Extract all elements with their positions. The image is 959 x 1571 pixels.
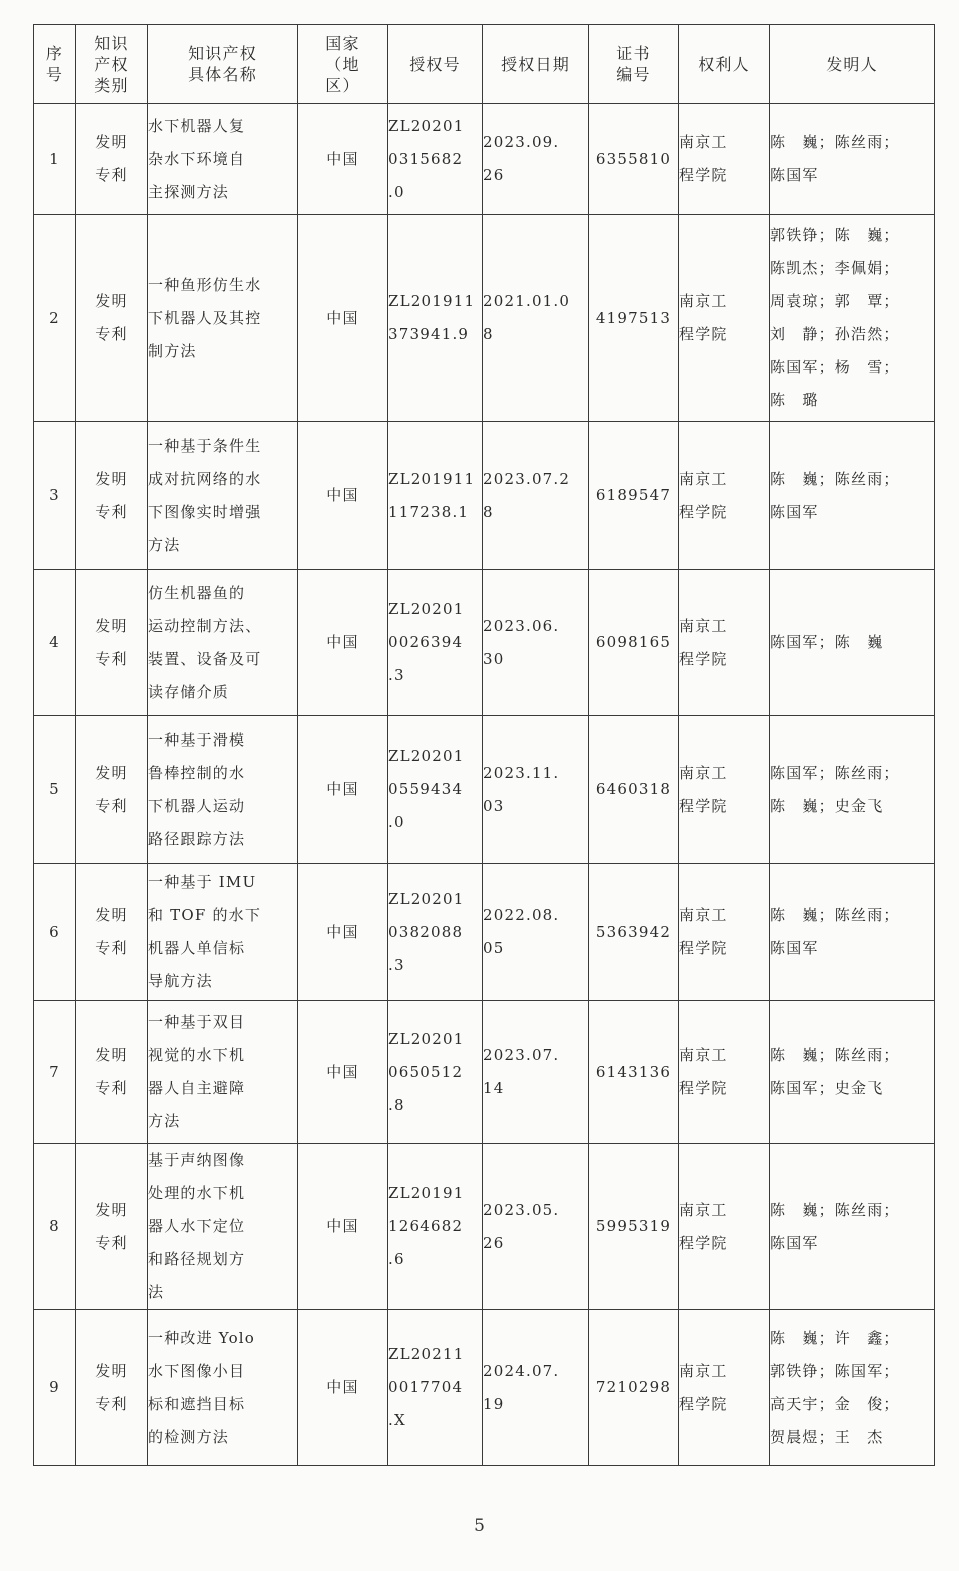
cell-cert-number: 6460318 bbox=[589, 716, 679, 864]
cell-grant-number: ZL20191 1264682 .6 bbox=[388, 1144, 483, 1310]
table-row bbox=[34, 1310, 935, 1466]
cell-grant-number: ZL20211 0017704 .X bbox=[388, 1310, 483, 1466]
cell-owner: 南京工 程学院 bbox=[679, 1310, 770, 1466]
cell-grant-date: 2023.07.2 8 bbox=[483, 422, 589, 570]
cell-seq: 7 bbox=[34, 1001, 76, 1144]
table-row bbox=[34, 1144, 935, 1310]
cell-cert-number: 7210298 bbox=[589, 1310, 679, 1466]
cell-grant-date: 2023.06. 30 bbox=[483, 570, 589, 716]
cell-grant-number: ZL20201 0026394 .3 bbox=[388, 570, 483, 716]
cell-country: 中国 bbox=[298, 215, 388, 422]
cell-inventors: 陈国军；陈丝雨； 陈 巍；史金飞 bbox=[770, 716, 935, 864]
cell-owner: 南京工 程学院 bbox=[679, 1001, 770, 1144]
table-row bbox=[34, 215, 935, 422]
table-row bbox=[34, 422, 935, 570]
cell-patent-name: 水下机器人复 杂水下环境自 主探测方法 bbox=[148, 104, 298, 215]
cell-grant-number: ZL20201 0382088 .3 bbox=[388, 864, 483, 1001]
cell-owner: 南京工 程学院 bbox=[679, 104, 770, 215]
cell-grant-date: 2023.05. 26 bbox=[483, 1144, 589, 1310]
table-row bbox=[34, 104, 935, 215]
table-row bbox=[34, 716, 935, 864]
cell-seq: 4 bbox=[34, 570, 76, 716]
cell-type: 发明 专利 bbox=[76, 215, 148, 422]
cell-inventors: 陈 巍；许 鑫； 郭铁铮；陈国军； 高天宇；金 俊； 贺晨煜；王 杰 bbox=[770, 1310, 935, 1466]
cell-type: 发明 专利 bbox=[76, 1310, 148, 1466]
cell-owner: 南京工 程学院 bbox=[679, 864, 770, 1001]
cell-grant-number: ZL20201 0315682 .0 bbox=[388, 104, 483, 215]
cell-inventors: 郭铁铮；陈 巍； 陈凯杰；李佩娟； 周袁琼；郭 覃； 刘 静；孙浩然； 陈国军；杨 雪； 陈 璐 bbox=[770, 215, 935, 422]
cell-cert-number: 4197513 bbox=[589, 215, 679, 422]
header-cell-inventors: 发明人 bbox=[770, 25, 935, 104]
cell-inventors: 陈 巍；陈丝雨； 陈国军 bbox=[770, 864, 935, 1001]
cell-patent-name: 一种鱼形仿生水 下机器人及其控 制方法 bbox=[148, 215, 298, 422]
table-row bbox=[34, 1001, 935, 1144]
header-row bbox=[34, 25, 935, 104]
table-row bbox=[34, 864, 935, 1001]
cell-owner: 南京工 程学院 bbox=[679, 1144, 770, 1310]
cell-grant-date: 2023.07. 14 bbox=[483, 1001, 589, 1144]
page-number: 5 bbox=[474, 1516, 485, 1536]
patent-table bbox=[33, 24, 935, 1466]
cell-cert-number: 6355810 bbox=[589, 104, 679, 215]
cell-seq: 8 bbox=[34, 1144, 76, 1310]
cell-owner: 南京工 程学院 bbox=[679, 570, 770, 716]
cell-grant-date: 2023.09. 26 bbox=[483, 104, 589, 215]
cell-inventors: 陈 巍；陈丝雨； 陈国军 bbox=[770, 1144, 935, 1310]
cell-country: 中国 bbox=[298, 716, 388, 864]
cell-country: 中国 bbox=[298, 1001, 388, 1144]
cell-type: 发明 专利 bbox=[76, 1001, 148, 1144]
cell-type: 发明 专利 bbox=[76, 1144, 148, 1310]
cell-patent-name: 基于声纳图像 处理的水下机 器人水下定位 和路径规划方 法 bbox=[148, 1144, 298, 1310]
cell-country: 中国 bbox=[298, 104, 388, 215]
cell-owner: 南京工 程学院 bbox=[679, 422, 770, 570]
cell-grant-number: ZL20201 0650512 .8 bbox=[388, 1001, 483, 1144]
cell-country: 中国 bbox=[298, 422, 388, 570]
cell-inventors: 陈 巍；陈丝雨； 陈国军 bbox=[770, 422, 935, 570]
header-cell-name: 知识产权 具体名称 bbox=[148, 25, 298, 104]
header-cell-cert: 证书 编号 bbox=[589, 25, 679, 104]
cell-type: 发明 专利 bbox=[76, 422, 148, 570]
table-row bbox=[34, 570, 935, 716]
cell-type: 发明 专利 bbox=[76, 864, 148, 1001]
cell-country: 中国 bbox=[298, 1144, 388, 1310]
header-cell-owner: 权利人 bbox=[679, 25, 770, 104]
cell-type: 发明 专利 bbox=[76, 570, 148, 716]
cell-patent-name: 一种基于条件生 成对抗网络的水 下图像实时增强 方法 bbox=[148, 422, 298, 570]
cell-cert-number: 6189547 bbox=[589, 422, 679, 570]
cell-grant-number: ZL201911 373941.9 bbox=[388, 215, 483, 422]
cell-type: 发明 专利 bbox=[76, 104, 148, 215]
cell-country: 中国 bbox=[298, 1310, 388, 1466]
cell-type: 发明 专利 bbox=[76, 716, 148, 864]
cell-owner: 南京工 程学院 bbox=[679, 716, 770, 864]
cell-seq: 9 bbox=[34, 1310, 76, 1466]
cell-seq: 6 bbox=[34, 864, 76, 1001]
cell-cert-number: 5363942 bbox=[589, 864, 679, 1001]
cell-grant-number: ZL201911 117238.1 bbox=[388, 422, 483, 570]
header-cell-date: 授权日期 bbox=[483, 25, 589, 104]
cell-grant-date: 2023.11. 03 bbox=[483, 716, 589, 864]
header-cell-number: 授权号 bbox=[388, 25, 483, 104]
cell-patent-name: 一种基于双目 视觉的水下机 器人自主避障 方法 bbox=[148, 1001, 298, 1144]
cell-seq: 2 bbox=[34, 215, 76, 422]
header-cell-type: 知识 产权 类别 bbox=[76, 25, 148, 104]
cell-owner: 南京工 程学院 bbox=[679, 215, 770, 422]
header-cell-country: 国家 （地 区） bbox=[298, 25, 388, 104]
cell-inventors: 陈 巍；陈丝雨； 陈国军；史金飞 bbox=[770, 1001, 935, 1144]
cell-cert-number: 5995319 bbox=[589, 1144, 679, 1310]
cell-patent-name: 仿生机器鱼的 运动控制方法、 装置、设备及可 读存储介质 bbox=[148, 570, 298, 716]
cell-inventors: 陈国军；陈 巍 bbox=[770, 570, 935, 716]
cell-seq: 1 bbox=[34, 104, 76, 215]
cell-grant-number: ZL20201 0559434 .0 bbox=[388, 716, 483, 864]
cell-grant-date: 2021.01.0 8 bbox=[483, 215, 589, 422]
cell-country: 中国 bbox=[298, 864, 388, 1001]
cell-grant-date: 2024.07. 19 bbox=[483, 1310, 589, 1466]
cell-patent-name: 一种改进 Yolo 水下图像小目 标和遮挡目标 的检测方法 bbox=[148, 1310, 298, 1466]
cell-grant-date: 2022.08. 05 bbox=[483, 864, 589, 1001]
cell-patent-name: 一种基于滑模 鲁棒控制的水 下机器人运动 路径跟踪方法 bbox=[148, 716, 298, 864]
cell-country: 中国 bbox=[298, 570, 388, 716]
cell-seq: 5 bbox=[34, 716, 76, 864]
cell-seq: 3 bbox=[34, 422, 76, 570]
header-cell-seq: 序 号 bbox=[34, 25, 76, 104]
cell-inventors: 陈 巍；陈丝雨； 陈国军 bbox=[770, 104, 935, 215]
cell-patent-name: 一种基于 IMU 和 TOF 的水下 机器人单信标 导航方法 bbox=[148, 864, 298, 1001]
cell-cert-number: 6098165 bbox=[589, 570, 679, 716]
cell-cert-number: 6143136 bbox=[589, 1001, 679, 1144]
